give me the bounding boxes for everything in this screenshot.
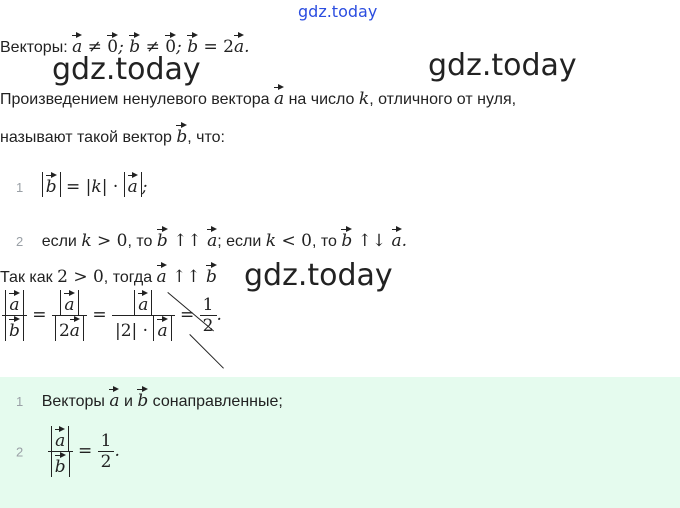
list-number: 1 xyxy=(16,394,24,409)
definition-line-2: называют такой вектор b, что: xyxy=(0,122,225,147)
list-number: 1 xyxy=(16,180,24,195)
definition-line-1: Произведением ненулевого вектора a на число k, отличного от нуля, xyxy=(0,84,516,109)
conclusion-1: 1 Векторы a и b сонаправленные; xyxy=(16,386,283,411)
conclusion-2: 2 $\frac{a}{b}$ = $\frac{1}{2}$ . xyxy=(16,426,120,477)
since-line: Так как 2 > 0, тогда a ↑↑ b xyxy=(0,262,217,287)
given-line: Векторы: a ≠ 0; b ≠ 0; b = 2a. xyxy=(0,32,250,57)
rule-1: 1 b = |k| · a ; xyxy=(16,172,148,197)
watermark-left: gdz.today xyxy=(52,52,201,87)
watermark-right: gdz.today xyxy=(428,48,577,83)
rule-2: 2 если k > 0, то b ↑↑ a; если k < 0, то b ↑↓ a. xyxy=(16,226,407,251)
list-number: 2 xyxy=(16,444,24,460)
watermark-top: gdz.today xyxy=(298,2,378,21)
list-number: 2 xyxy=(16,234,24,249)
fraction-equation: $\frac{a}{b}$ = $\frac{a}{2a}$ = $\frac{a}{|2| \cdot a}$ = $\frac{1}{2}$ . xyxy=(2,290,222,341)
given-label: Векторы: xyxy=(0,39,68,56)
watermark-middle: gdz.today xyxy=(244,258,393,293)
